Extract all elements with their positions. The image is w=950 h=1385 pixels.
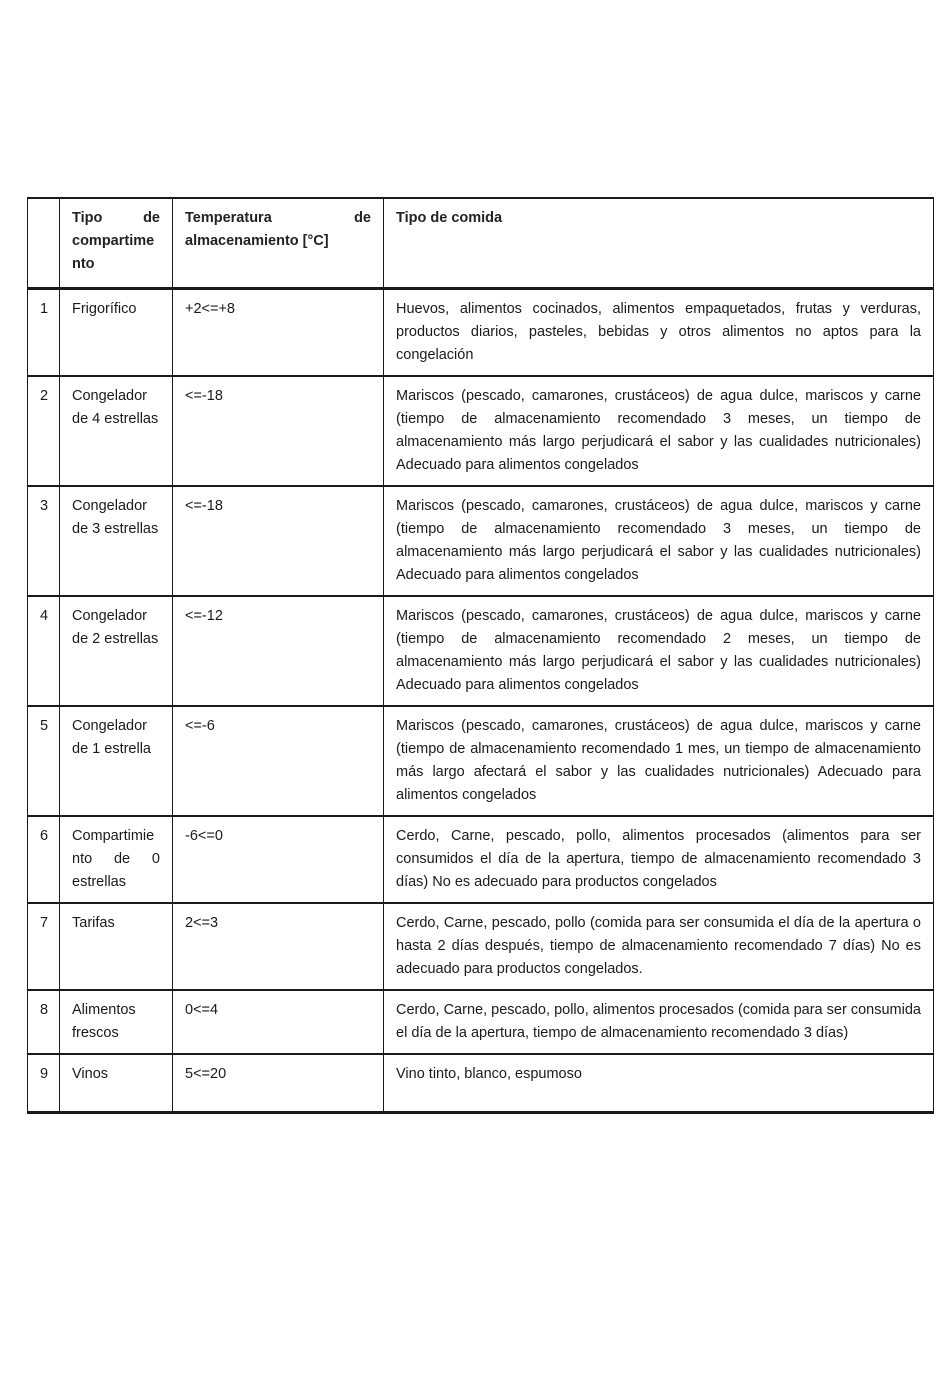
temperature-range: <=-6	[173, 706, 384, 816]
temperature-range: <=-12	[173, 596, 384, 706]
food-description: Huevos, alimentos cocinados, alimentos empaquetados, frutas y verduras, productos diarios, pasteles, bebidas y otros alimentos no aptos para la congelación	[384, 289, 934, 377]
compartment-type: Congelador de 2 estrellas	[60, 596, 173, 706]
table-row	[28, 486, 934, 596]
compartment-type: Congelador de 3 estrellas	[60, 486, 173, 596]
table-row	[28, 706, 934, 816]
temperature-range: -6<=0	[173, 816, 384, 903]
header-food-type: Tipo de comida	[384, 198, 934, 289]
temperature-range: 2<=3	[173, 903, 384, 990]
compartment-type: Compartimiento de 0 estrellas	[60, 816, 173, 903]
header-number	[28, 198, 60, 289]
compartment-type: Tarifas	[60, 903, 173, 990]
row-number: 2	[28, 376, 60, 486]
compartment-type: Vinos	[60, 1054, 173, 1113]
table-row	[28, 596, 934, 706]
food-description: Cerdo, Carne, pescado, pollo, alimentos procesados (comida para ser consumida el día de la apertura, tiempo de almacenamiento recomendado 3 días)	[384, 990, 934, 1054]
row-number: 5	[28, 706, 60, 816]
table-row	[28, 289, 934, 377]
row-number: 4	[28, 596, 60, 706]
table-row	[28, 990, 934, 1054]
compartment-type: Frigorífico	[60, 289, 173, 377]
row-number: 3	[28, 486, 60, 596]
compartment-type: Alimentos frescos	[60, 990, 173, 1054]
food-description: Cerdo, Carne, pescado, pollo (comida para ser consumida el día de la apertura o hasta 2 días después, tiempo de almacenamiento recomendado 7 días) No es adecuado para productos congelados.	[384, 903, 934, 990]
compartment-type: Congelador de 1 estrella	[60, 706, 173, 816]
row-number: 8	[28, 990, 60, 1054]
compartment-type: Congelador de 4 estrellas	[60, 376, 173, 486]
storage-table	[27, 197, 934, 1114]
table-row	[28, 903, 934, 990]
temperature-range: <=-18	[173, 486, 384, 596]
table-header-row	[28, 198, 934, 289]
table-row	[28, 1054, 934, 1113]
row-number: 9	[28, 1054, 60, 1113]
table-row	[28, 816, 934, 903]
temperature-range: +2<=+8	[173, 289, 384, 377]
temperature-range: 0<=4	[173, 990, 384, 1054]
food-description: Mariscos (pescado, camarones, crustáceos) de agua dulce, mariscos y carne (tiempo de almacenamiento recomendado 1 mes, un tiempo de almacenamiento más largo afectará el sabor y las cualidades nutricionales) Adecuado para alimentos congelados	[384, 706, 934, 816]
food-description: Mariscos (pescado, camarones, crustáceos) de agua dulce, mariscos y carne (tiempo de almacenamiento recomendado 3 meses, un tiempo de almacenamiento más largo perjudicará el sabor y las cualidades nutricionales) Adecuado para alimentos congelados	[384, 376, 934, 486]
food-description: Vino tinto, blanco, espumoso	[384, 1054, 934, 1113]
row-number: 7	[28, 903, 60, 990]
row-number: 6	[28, 816, 60, 903]
header-compartment-type: Tipo de compartimento	[60, 198, 173, 289]
table-row	[28, 376, 934, 486]
temperature-range: 5<=20	[173, 1054, 384, 1113]
food-description: Mariscos (pescado, camarones, crustáceos) de agua dulce, mariscos y carne (tiempo de almacenamiento recomendado 3 meses, un tiempo de almacenamiento más largo perjudicará el sabor y las cualidades nutricionales) Adecuado para alimentos congelados	[384, 486, 934, 596]
row-number: 1	[28, 289, 60, 377]
food-description: Cerdo, Carne, pescado, pollo, alimentos procesados (alimentos para ser consumidos el día de la apertura, tiempo de almacenamiento recomendado 3 días) No es adecuado para productos congelados	[384, 816, 934, 903]
temperature-range: <=-18	[173, 376, 384, 486]
food-description: Mariscos (pescado, camarones, crustáceos) de agua dulce, mariscos y carne (tiempo de almacenamiento recomendado 2 meses, un tiempo de almacenamiento más largo perjudicará el sabor y las cualidades nutricionales) Adecuado para alimentos congelados	[384, 596, 934, 706]
header-temperature: Temperatura de almacenamiento [°C]	[173, 198, 384, 289]
